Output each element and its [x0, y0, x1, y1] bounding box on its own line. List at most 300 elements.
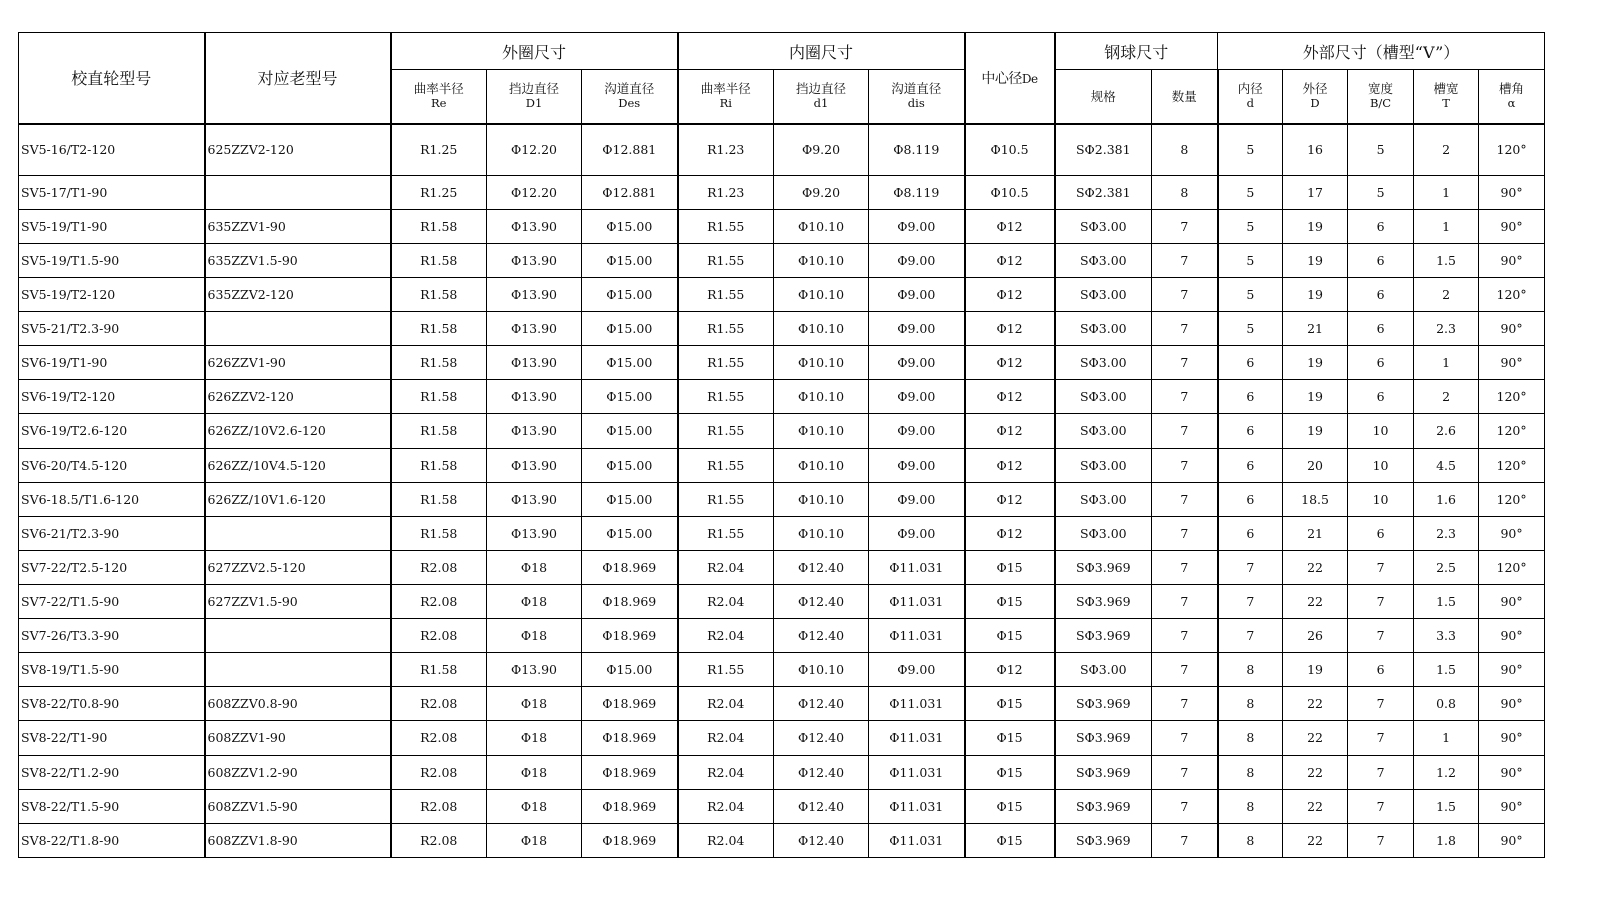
cell-model: SV8-22/T1.2-90 — [19, 755, 205, 789]
cell-d1-inner: Φ10.10 — [774, 209, 869, 243]
cell-outer-dia: 19 — [1283, 414, 1348, 448]
cell-d1-inner: Φ12.40 — [774, 823, 869, 857]
cell-width: 7 — [1348, 619, 1414, 653]
cell-ball-count: 7 — [1152, 243, 1218, 277]
cell-re: R2.08 — [391, 550, 487, 584]
subheader-ri: 曲率半径 Ri — [678, 70, 774, 124]
cell-outer-dia: 19 — [1283, 209, 1348, 243]
cell-groove-width: 2 — [1414, 124, 1479, 176]
cell-outer-dia: 18.5 — [1283, 482, 1348, 516]
cell-groove-angle: 90° — [1479, 584, 1545, 618]
cell-re: R2.08 — [391, 619, 487, 653]
cell-des: Φ15.00 — [582, 278, 678, 312]
cell-inner-dia: 5 — [1218, 312, 1283, 346]
cell-outer-dia: 19 — [1283, 380, 1348, 414]
cell-ball-count: 7 — [1152, 278, 1218, 312]
cell-des: Φ15.00 — [582, 482, 678, 516]
subheader-d1-outer: 挡边直径 D1 — [487, 70, 582, 124]
subheader-re: 曲率半径 Re — [391, 70, 487, 124]
cell-ri: R2.04 — [678, 721, 774, 755]
table-row — [19, 619, 1545, 653]
cell-width: 7 — [1348, 823, 1414, 857]
cell-groove-angle: 90° — [1479, 346, 1545, 380]
cell-width: 7 — [1348, 789, 1414, 823]
header-outer-ring: 外圈尺寸 — [391, 33, 678, 70]
cell-ri: R1.55 — [678, 482, 774, 516]
cell-center-diameter: Φ10.5 — [965, 124, 1055, 176]
cell-dis: Φ11.031 — [869, 550, 965, 584]
cell-ri: R2.04 — [678, 619, 774, 653]
cell-d1-outer: Φ18 — [487, 721, 582, 755]
subheader-inner-dia: 内径 d — [1218, 70, 1283, 124]
cell-groove-width: 1.6 — [1414, 482, 1479, 516]
cell-model: SV8-22/T1.8-90 — [19, 823, 205, 857]
table-row — [19, 209, 1545, 243]
cell-des: Φ15.00 — [582, 380, 678, 414]
cell-groove-width: 2 — [1414, 278, 1479, 312]
cell-groove-angle: 90° — [1479, 721, 1545, 755]
cell-des: Φ15.00 — [582, 346, 678, 380]
cell-d1-outer: Φ18 — [487, 550, 582, 584]
cell-groove-width: 2.5 — [1414, 550, 1479, 584]
header-inner-ring: 内圈尺寸 — [678, 33, 965, 70]
cell-groove-width: 1.2 — [1414, 755, 1479, 789]
table-body — [19, 124, 1545, 858]
cell-d1-outer: Φ18 — [487, 789, 582, 823]
cell-dis: Φ11.031 — [869, 823, 965, 857]
cell-dis: Φ9.00 — [869, 312, 965, 346]
cell-d1-outer: Φ18 — [487, 687, 582, 721]
header-center-diameter — [965, 33, 1055, 124]
cell-d1-inner: Φ10.10 — [774, 414, 869, 448]
cell-outer-dia: 22 — [1283, 755, 1348, 789]
table-row — [19, 175, 1545, 209]
cell-ri: R2.04 — [678, 755, 774, 789]
cell-des: Φ15.00 — [582, 516, 678, 550]
cell-des: Φ15.00 — [582, 243, 678, 277]
cell-groove-width: 3.3 — [1414, 619, 1479, 653]
cell-des: Φ15.00 — [582, 312, 678, 346]
cell-ri: R1.55 — [678, 448, 774, 482]
cell-center-diameter: Φ15 — [965, 550, 1055, 584]
cell-center-diameter: Φ15 — [965, 584, 1055, 618]
cell-ball-spec: SΦ2.381 — [1055, 175, 1152, 209]
cell-ri: R1.55 — [678, 243, 774, 277]
cell-re: R1.25 — [391, 175, 487, 209]
cell-old-model: 608ZZV0.8-90 — [205, 687, 391, 721]
cell-groove-width: 2 — [1414, 380, 1479, 414]
cell-ball-count: 7 — [1152, 448, 1218, 482]
cell-ball-count: 7 — [1152, 516, 1218, 550]
cell-d1-inner: Φ9.20 — [774, 124, 869, 176]
table-row — [19, 584, 1545, 618]
cell-ball-spec: SΦ3.969 — [1055, 619, 1152, 653]
cell-outer-dia: 26 — [1283, 619, 1348, 653]
cell-old-model: 608ZZV1.5-90 — [205, 789, 391, 823]
cell-d1-inner: Φ10.10 — [774, 448, 869, 482]
cell-old-model — [205, 175, 391, 209]
subheader-groove-angle: 槽角 α — [1479, 70, 1545, 124]
subheader-ball-count: 数量 — [1152, 70, 1218, 124]
table-row — [19, 243, 1545, 277]
cell-d1-outer: Φ18 — [487, 584, 582, 618]
cell-width: 5 — [1348, 124, 1414, 176]
cell-groove-angle: 90° — [1479, 789, 1545, 823]
cell-ri: R1.55 — [678, 516, 774, 550]
cell-model: SV8-19/T1.5-90 — [19, 653, 205, 687]
cell-ball-spec: SΦ3.00 — [1055, 346, 1152, 380]
cell-d1-outer: Φ13.90 — [487, 312, 582, 346]
cell-outer-dia: 22 — [1283, 823, 1348, 857]
cell-groove-width: 1.5 — [1414, 243, 1479, 277]
subheader-d1-inner: 挡边直径 d1 — [774, 70, 869, 124]
cell-ball-count: 7 — [1152, 619, 1218, 653]
cell-ri: R1.23 — [678, 175, 774, 209]
cell-des: Φ12.881 — [582, 124, 678, 176]
cell-ball-spec: SΦ2.381 — [1055, 124, 1152, 176]
cell-model: SV8-22/T1.5-90 — [19, 789, 205, 823]
cell-old-model: 626ZZV2-120 — [205, 380, 391, 414]
cell-dis: Φ9.00 — [869, 482, 965, 516]
cell-center-diameter: Φ12 — [965, 243, 1055, 277]
cell-ri: R1.23 — [678, 124, 774, 176]
table-row — [19, 550, 1545, 584]
cell-outer-dia: 19 — [1283, 243, 1348, 277]
cell-d1-inner: Φ12.40 — [774, 550, 869, 584]
cell-d1-inner: Φ12.40 — [774, 721, 869, 755]
cell-dis: Φ9.00 — [869, 278, 965, 312]
cell-outer-dia: 22 — [1283, 584, 1348, 618]
cell-des: Φ18.969 — [582, 687, 678, 721]
cell-inner-dia: 6 — [1218, 482, 1283, 516]
table-row — [19, 482, 1545, 516]
cell-width: 10 — [1348, 482, 1414, 516]
subheader-dis: 沟道直径 dis — [869, 70, 965, 124]
cell-ball-count: 7 — [1152, 584, 1218, 618]
cell-re: R2.08 — [391, 687, 487, 721]
cell-ball-count: 7 — [1152, 823, 1218, 857]
header-ball: 钢球尺寸 — [1055, 33, 1218, 70]
cell-old-model — [205, 312, 391, 346]
cell-re: R1.58 — [391, 312, 487, 346]
cell-old-model — [205, 516, 391, 550]
cell-re: R2.08 — [391, 789, 487, 823]
table-row — [19, 124, 1545, 176]
cell-groove-angle: 90° — [1479, 209, 1545, 243]
cell-center-diameter: Φ12 — [965, 448, 1055, 482]
cell-center-diameter: Φ12 — [965, 414, 1055, 448]
cell-inner-dia: 7 — [1218, 584, 1283, 618]
cell-inner-dia: 8 — [1218, 687, 1283, 721]
cell-groove-width: 1 — [1414, 346, 1479, 380]
cell-old-model: 626ZZ/10V2.6-120 — [205, 414, 391, 448]
header-external: 外部尺寸（槽型“V”） — [1218, 33, 1545, 70]
cell-ri: R2.04 — [678, 823, 774, 857]
cell-ri: R1.55 — [678, 414, 774, 448]
cell-dis: Φ9.00 — [869, 516, 965, 550]
cell-d1-inner: Φ10.10 — [774, 312, 869, 346]
cell-d1-outer: Φ13.90 — [487, 653, 582, 687]
cell-old-model: 627ZZV1.5-90 — [205, 584, 391, 618]
cell-groove-angle: 120° — [1479, 380, 1545, 414]
cell-groove-angle: 90° — [1479, 175, 1545, 209]
cell-old-model: 608ZZV1.2-90 — [205, 755, 391, 789]
cell-re: R2.08 — [391, 755, 487, 789]
cell-ball-spec: SΦ3.969 — [1055, 721, 1152, 755]
cell-ri: R1.55 — [678, 653, 774, 687]
cell-outer-dia: 21 — [1283, 312, 1348, 346]
cell-width: 10 — [1348, 414, 1414, 448]
cell-groove-width: 2.3 — [1414, 312, 1479, 346]
cell-inner-dia: 6 — [1218, 346, 1283, 380]
cell-model: SV5-21/T2.3-90 — [19, 312, 205, 346]
cell-groove-angle: 120° — [1479, 448, 1545, 482]
cell-center-diameter: Φ12 — [965, 653, 1055, 687]
cell-des: Φ18.969 — [582, 823, 678, 857]
cell-dis: Φ11.031 — [869, 789, 965, 823]
cell-inner-dia: 8 — [1218, 653, 1283, 687]
cell-ball-spec: SΦ3.969 — [1055, 823, 1152, 857]
cell-inner-dia: 6 — [1218, 516, 1283, 550]
cell-groove-width: 2.6 — [1414, 414, 1479, 448]
cell-groove-angle: 90° — [1479, 243, 1545, 277]
subheader-width: 宽度 B/C — [1348, 70, 1414, 124]
cell-ri: R1.55 — [678, 278, 774, 312]
cell-outer-dia: 20 — [1283, 448, 1348, 482]
cell-center-diameter: Φ15 — [965, 721, 1055, 755]
cell-d1-outer: Φ13.90 — [487, 448, 582, 482]
cell-outer-dia: 21 — [1283, 516, 1348, 550]
cell-groove-width: 1.5 — [1414, 789, 1479, 823]
cell-groove-width: 1.8 — [1414, 823, 1479, 857]
cell-old-model: 626ZZV1-90 — [205, 346, 391, 380]
cell-ball-spec: SΦ3.00 — [1055, 414, 1152, 448]
center-diameter-symbol: De — [1021, 71, 1038, 86]
cell-d1-outer: Φ18 — [487, 755, 582, 789]
cell-dis: Φ11.031 — [869, 687, 965, 721]
cell-model: SV6-19/T2.6-120 — [19, 414, 205, 448]
cell-groove-width: 1.5 — [1414, 653, 1479, 687]
cell-ball-spec: SΦ3.00 — [1055, 209, 1152, 243]
cell-ball-count: 8 — [1152, 175, 1218, 209]
cell-outer-dia: 19 — [1283, 653, 1348, 687]
cell-d1-outer: Φ13.90 — [487, 414, 582, 448]
subheader-ball-spec: 规格 — [1055, 70, 1152, 124]
cell-center-diameter: Φ10.5 — [965, 175, 1055, 209]
cell-groove-angle: 90° — [1479, 312, 1545, 346]
cell-groove-width: 1.5 — [1414, 584, 1479, 618]
cell-width: 5 — [1348, 175, 1414, 209]
cell-des: Φ15.00 — [582, 209, 678, 243]
cell-outer-dia: 16 — [1283, 124, 1348, 176]
cell-model: SV8-22/T1-90 — [19, 721, 205, 755]
cell-d1-outer: Φ12.20 — [487, 124, 582, 176]
cell-ball-spec: SΦ3.00 — [1055, 243, 1152, 277]
cell-inner-dia: 8 — [1218, 789, 1283, 823]
cell-model: SV6-18.5/T1.6-120 — [19, 482, 205, 516]
cell-groove-angle: 90° — [1479, 619, 1545, 653]
cell-re: R1.58 — [391, 448, 487, 482]
cell-ball-spec: SΦ3.00 — [1055, 278, 1152, 312]
cell-old-model: 627ZZV2.5-120 — [205, 550, 391, 584]
cell-old-model: 608ZZV1-90 — [205, 721, 391, 755]
cell-groove-width: 1 — [1414, 721, 1479, 755]
center-diameter-label: 中心径 — [981, 70, 1022, 87]
cell-width: 10 — [1348, 448, 1414, 482]
cell-dis: Φ9.00 — [869, 653, 965, 687]
cell-ball-count: 7 — [1152, 687, 1218, 721]
cell-d1-outer: Φ13.90 — [487, 516, 582, 550]
cell-model: SV7-26/T3.3-90 — [19, 619, 205, 653]
cell-model: SV5-19/T1.5-90 — [19, 243, 205, 277]
cell-ri: R1.55 — [678, 312, 774, 346]
cell-model: SV6-19/T1-90 — [19, 346, 205, 380]
cell-inner-dia: 8 — [1218, 755, 1283, 789]
cell-groove-angle: 90° — [1479, 653, 1545, 687]
cell-inner-dia: 5 — [1218, 175, 1283, 209]
cell-ball-count: 7 — [1152, 653, 1218, 687]
cell-old-model: 625ZZV2-120 — [205, 124, 391, 176]
table-row — [19, 755, 1545, 789]
cell-ball-spec: SΦ3.969 — [1055, 584, 1152, 618]
cell-des: Φ18.969 — [582, 721, 678, 755]
cell-dis: Φ11.031 — [869, 755, 965, 789]
cell-d1-inner: Φ10.10 — [774, 516, 869, 550]
cell-old-model: 635ZZV1.5-90 — [205, 243, 391, 277]
cell-ball-spec: SΦ3.969 — [1055, 550, 1152, 584]
cell-groove-angle: 90° — [1479, 687, 1545, 721]
cell-width: 6 — [1348, 516, 1414, 550]
cell-old-model: 608ZZV1.8-90 — [205, 823, 391, 857]
cell-center-diameter: Φ12 — [965, 209, 1055, 243]
cell-width: 6 — [1348, 312, 1414, 346]
cell-center-diameter: Φ12 — [965, 482, 1055, 516]
cell-ball-spec: SΦ3.00 — [1055, 482, 1152, 516]
cell-ball-spec: SΦ3.00 — [1055, 312, 1152, 346]
cell-des: Φ18.969 — [582, 755, 678, 789]
cell-dis: Φ8.119 — [869, 124, 965, 176]
table-row — [19, 823, 1545, 857]
table-row — [19, 789, 1545, 823]
cell-des: Φ18.969 — [582, 584, 678, 618]
cell-des: Φ15.00 — [582, 653, 678, 687]
cell-dis: Φ11.031 — [869, 619, 965, 653]
cell-ball-spec: SΦ3.969 — [1055, 755, 1152, 789]
cell-width: 7 — [1348, 584, 1414, 618]
cell-groove-angle: 120° — [1479, 124, 1545, 176]
cell-old-model: 635ZZV2-120 — [205, 278, 391, 312]
cell-inner-dia: 8 — [1218, 823, 1283, 857]
cell-groove-width: 2.3 — [1414, 516, 1479, 550]
cell-model: SV8-22/T0.8-90 — [19, 687, 205, 721]
cell-d1-inner: Φ10.10 — [774, 346, 869, 380]
cell-model: SV5-19/T2-120 — [19, 278, 205, 312]
cell-d1-inner: Φ9.20 — [774, 175, 869, 209]
cell-model: SV7-22/T1.5-90 — [19, 584, 205, 618]
cell-re: R1.58 — [391, 346, 487, 380]
cell-re: R1.58 — [391, 653, 487, 687]
cell-d1-outer: Φ18 — [487, 823, 582, 857]
cell-d1-inner: Φ10.10 — [774, 653, 869, 687]
cell-model: SV5-17/T1-90 — [19, 175, 205, 209]
cell-dis: Φ9.00 — [869, 346, 965, 380]
cell-model: SV7-22/T2.5-120 — [19, 550, 205, 584]
cell-groove-angle: 120° — [1479, 414, 1545, 448]
cell-center-diameter: Φ12 — [965, 346, 1055, 380]
cell-center-diameter: Φ15 — [965, 789, 1055, 823]
table-row — [19, 414, 1545, 448]
cell-re: R1.58 — [391, 516, 487, 550]
cell-groove-angle: 120° — [1479, 550, 1545, 584]
cell-groove-width: 4.5 — [1414, 448, 1479, 482]
cell-old-model — [205, 653, 391, 687]
cell-ri: R2.04 — [678, 687, 774, 721]
cell-dis: Φ9.00 — [869, 448, 965, 482]
table-row — [19, 312, 1545, 346]
cell-dis: Φ9.00 — [869, 243, 965, 277]
spec-table — [18, 32, 1545, 858]
cell-groove-angle: 90° — [1479, 755, 1545, 789]
cell-outer-dia: 17 — [1283, 175, 1348, 209]
table-header — [19, 33, 1545, 124]
cell-des: Φ18.969 — [582, 550, 678, 584]
cell-width: 6 — [1348, 346, 1414, 380]
cell-ball-spec: SΦ3.00 — [1055, 448, 1152, 482]
cell-model: SV5-19/T1-90 — [19, 209, 205, 243]
table-row — [19, 278, 1545, 312]
cell-d1-inner: Φ10.10 — [774, 243, 869, 277]
cell-width: 6 — [1348, 278, 1414, 312]
cell-center-diameter: Φ15 — [965, 687, 1055, 721]
cell-inner-dia: 7 — [1218, 550, 1283, 584]
cell-ball-count: 7 — [1152, 346, 1218, 380]
cell-outer-dia: 22 — [1283, 687, 1348, 721]
cell-ball-count: 7 — [1152, 721, 1218, 755]
cell-ball-count: 7 — [1152, 482, 1218, 516]
cell-center-diameter: Φ15 — [965, 823, 1055, 857]
cell-outer-dia: 19 — [1283, 346, 1348, 380]
cell-ball-spec: SΦ3.00 — [1055, 380, 1152, 414]
table-row — [19, 653, 1545, 687]
cell-groove-angle: 90° — [1479, 516, 1545, 550]
cell-groove-angle: 120° — [1479, 482, 1545, 516]
cell-d1-outer: Φ12.20 — [487, 175, 582, 209]
cell-groove-angle: 120° — [1479, 278, 1545, 312]
cell-re: R1.58 — [391, 482, 487, 516]
cell-width: 6 — [1348, 243, 1414, 277]
cell-d1-inner: Φ12.40 — [774, 755, 869, 789]
cell-inner-dia: 5 — [1218, 124, 1283, 176]
cell-model: SV5-16/T2-120 — [19, 124, 205, 176]
cell-inner-dia: 5 — [1218, 278, 1283, 312]
cell-des: Φ12.881 — [582, 175, 678, 209]
table-row — [19, 687, 1545, 721]
cell-center-diameter: Φ12 — [965, 380, 1055, 414]
cell-dis: Φ9.00 — [869, 209, 965, 243]
cell-des: Φ18.969 — [582, 789, 678, 823]
cell-width: 7 — [1348, 755, 1414, 789]
cell-d1-outer: Φ13.90 — [487, 278, 582, 312]
cell-groove-width: 0.8 — [1414, 687, 1479, 721]
cell-center-diameter: Φ15 — [965, 755, 1055, 789]
header-model: 校直轮型号 — [19, 33, 205, 124]
cell-groove-width: 1 — [1414, 209, 1479, 243]
cell-d1-inner: Φ10.10 — [774, 380, 869, 414]
cell-re: R1.58 — [391, 209, 487, 243]
cell-width: 6 — [1348, 209, 1414, 243]
cell-re: R2.08 — [391, 584, 487, 618]
cell-outer-dia: 19 — [1283, 278, 1348, 312]
